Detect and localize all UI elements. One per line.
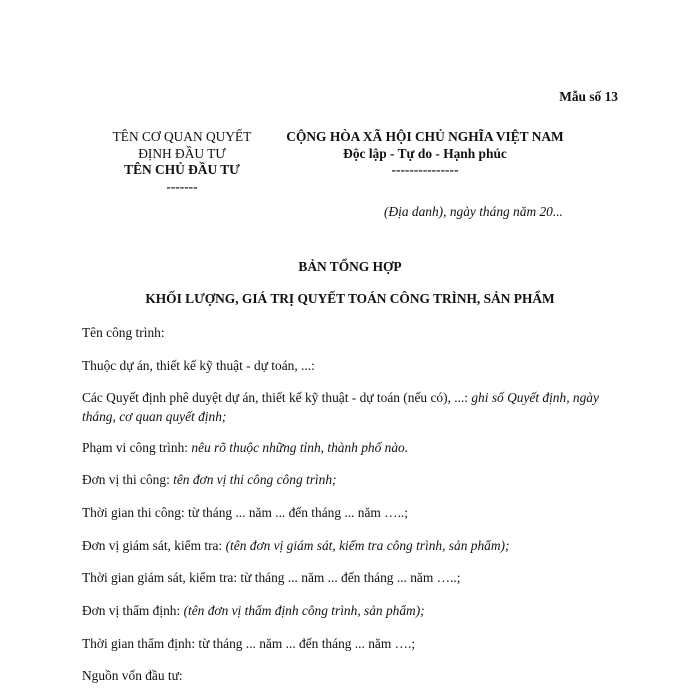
motto-divider: --------------- [391, 162, 459, 177]
national-header [262, 129, 588, 179]
supervisor-hint: (tên đơn vị giám sát, kiểm tra công trình, sản phẩm); [225, 538, 510, 553]
decisions-label: Các Quyết định phê duyệt dự án, thiết kế kỹ thuật - dự toán (nếu có), ...: [82, 390, 472, 405]
investor-name: TÊN CHỦ ĐẦU TƯ [124, 162, 240, 177]
decisions-hint: ghi số Quyết định, ngày tháng, cơ quan quyết định; [82, 390, 599, 424]
field-appraisal-time: Thời gian thẩm định: từ tháng ... năm ... đến tháng ... năm ….; [82, 636, 416, 651]
national-motto: Độc lập - Tự do - Hạnh phúc [343, 145, 507, 161]
scope-label: Phạm vi công trình: [82, 440, 192, 455]
field-supervision-time: Thời gian giám sát, kiểm tra: từ tháng ... năm ... đến tháng ... năm …..; [82, 570, 461, 585]
issuing-agency-header [87, 129, 277, 195]
appraiser-hint: (tên đơn vị thẩm định công trình, sản phẩm); [183, 603, 425, 618]
field-funding-source: Nguồn vốn đầu tư: [82, 668, 183, 683]
agency-line-2: ĐỊNH ĐẦU TƯ [138, 145, 226, 161]
field-scope [82, 440, 408, 456]
document-subtitle: KHỐI LƯỢNG, GIÁ TRỊ QUYẾT TOÁN CÔNG TRÌNH, SẢN PHẨM [145, 291, 555, 306]
field-approval-decisions [82, 389, 617, 426]
field-construction-time: Thời gian thi công: từ tháng ... năm ... đến tháng ... năm …..; [82, 505, 408, 520]
contractor-hint: tên đơn vị thi công công trình; [173, 472, 337, 487]
contractor-label: Đơn vị thi công: [82, 472, 174, 487]
place-date-line: (Địa danh), ngày tháng năm 20... [384, 204, 563, 219]
agency-divider: ------- [166, 178, 198, 194]
document-title: BẢN TỔNG HỢP [298, 259, 402, 274]
form-number: Mẫu số 13 [559, 89, 618, 104]
supervisor-label: Đơn vị giám sát, kiểm tra: [82, 538, 226, 553]
field-project-name: Tên công trình: [82, 325, 165, 340]
scope-hint: nêu rõ thuộc những tỉnh, thành phố nào. [191, 440, 409, 455]
country-name: CỘNG HÒA XÃ HỘI CHỦ NGHĨA VIỆT NAM [286, 129, 564, 144]
field-contractor [82, 472, 336, 488]
field-belongs-to: Thuộc dự án, thiết kế kỹ thuật - dự toán, ...: [82, 358, 315, 373]
field-supervisor [82, 538, 509, 554]
agency-line-1: TÊN CƠ QUAN QUYẾT [112, 129, 252, 144]
appraiser-label: Đơn vị thẩm định: [82, 603, 184, 618]
field-appraiser [82, 603, 425, 619]
